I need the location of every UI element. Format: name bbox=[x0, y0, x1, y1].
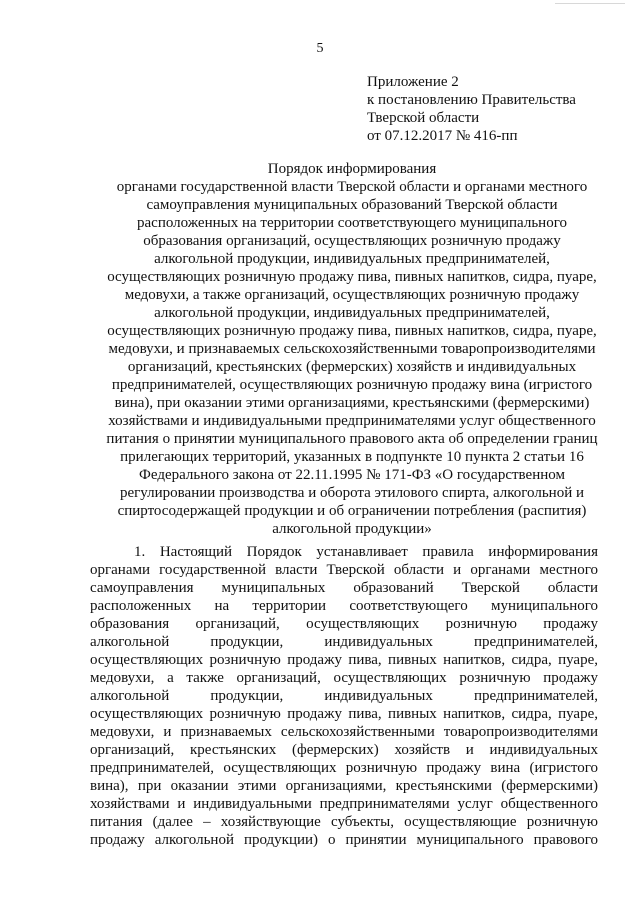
title-line: осуществляющих розничную продажу пива, пивных напитков, сидра, пуаре, bbox=[107, 323, 597, 339]
title-line: питания о принятии муниципального правового акта об определении границ bbox=[106, 431, 598, 447]
title-line: регулировании производства и оборота этилового спирта, алкогольной и bbox=[119, 485, 585, 501]
appendix-line: от 07.12.2017 № 416-пп bbox=[367, 128, 518, 144]
paragraph-line: предпринимателей, осуществляющих розничную продажу вина (игристого bbox=[90, 760, 598, 776]
title-line: образования организаций, осуществляющих розничную продажу bbox=[143, 233, 561, 249]
title-line: хозяйствами и индивидуальными предпринимателями услуг общественного bbox=[108, 413, 596, 429]
title-line: вина), при оказании этими организациями, крестьянскими (фермерскими) bbox=[114, 395, 590, 411]
paragraph-line: образования организаций, осуществляющих розничную продажу bbox=[90, 616, 598, 632]
appendix-line: Приложение 2 bbox=[367, 74, 459, 90]
paragraph-line: 1. Настоящий Порядок устанавливает правила информирования bbox=[134, 544, 598, 560]
title-line: Порядок информирования bbox=[267, 161, 437, 177]
title-line: самоуправления муниципальных образований Тверской области bbox=[146, 197, 558, 213]
paragraph-1 bbox=[90, 543, 598, 849]
appendix-header bbox=[367, 73, 576, 145]
paragraph-line: организаций, крестьянских (фермерских) хозяйств и индивидуальных bbox=[90, 742, 598, 758]
paragraph-line: алкогольной продукции, индивидуальных предпринимателей, bbox=[90, 688, 598, 704]
paragraph-line: вина), при оказании этими организациями, крестьянскими (фермерскими) bbox=[90, 778, 598, 794]
paragraph-line: расположенных на территории соответствующего муниципального bbox=[90, 598, 598, 614]
title-line: расположенных на территории соответствующего муниципального bbox=[137, 215, 567, 231]
paragraph-line: хозяйствами и индивидуальными предпринимателями услуг общественного bbox=[90, 796, 598, 812]
paragraph-line: медовухи, и признаваемых сельскохозяйственными товаропроизводителями bbox=[90, 724, 598, 740]
title-line: прилегающих территорий, указанных в подпункте 10 пункта 2 статьи 16 bbox=[120, 449, 584, 465]
title-line: медовухи, а также организаций, осуществляющих розничную продажу bbox=[124, 287, 580, 303]
title-line: медовухи, и признаваемых сельскохозяйственными товаропроизводителями bbox=[108, 341, 596, 357]
paragraph-line: питания (далее – хозяйствующие субъекты, осуществляющие розничную bbox=[90, 814, 598, 830]
paragraph-line: осуществляющих розничную продажу пива, пивных напитков, сидра, пуаре, bbox=[90, 652, 598, 668]
document-title bbox=[100, 160, 604, 538]
paragraph-line: продажу алкогольной продукции) о принятии муниципального правового bbox=[90, 832, 598, 848]
title-line: органами государственной власти Тверской области и органами местного bbox=[116, 179, 588, 195]
appendix-line: Тверской области bbox=[367, 110, 480, 126]
title-line: алкогольной продукции, индивидуальных предпринимателей, bbox=[154, 251, 550, 267]
title-line: спиртосодержащей продукции и об ограничении потребления (распития) bbox=[117, 503, 587, 519]
paragraph-line: осуществляющих розничную продажу пива, пивных напитков, сидра, пуаре, bbox=[90, 706, 598, 722]
paragraph-line: органами государственной власти Тверской области и органами местного bbox=[90, 562, 598, 578]
title-line: предпринимателей, осуществляющих розничную продажу вина (игристого bbox=[111, 377, 593, 393]
appendix-line: к постановлению Правительства bbox=[367, 92, 576, 108]
title-line: осуществляющих розничную продажу пива, пивных напитков, сидра, пуаре, bbox=[107, 269, 597, 285]
title-line: организаций, крестьянских (фермерских) хозяйств и индивидуальных bbox=[127, 359, 577, 375]
page-number: 5 bbox=[316, 41, 324, 56]
paragraph-line: медовухи, а также организаций, осуществляющих розничную продажу bbox=[90, 670, 598, 686]
paragraph-line: самоуправления муниципальных образований Тверской области bbox=[90, 580, 598, 596]
scan-artifact-line bbox=[555, 3, 625, 8]
paragraph-line: алкогольной продукции, индивидуальных предпринимателей, bbox=[90, 634, 598, 650]
title-line: Федерального закона от 22.11.1995 № 171-ФЗ «О государственном bbox=[139, 467, 565, 483]
title-line: алкогольной продукции, индивидуальных предпринимателей, bbox=[154, 305, 550, 321]
title-line: алкогольной продукции» bbox=[272, 521, 432, 537]
